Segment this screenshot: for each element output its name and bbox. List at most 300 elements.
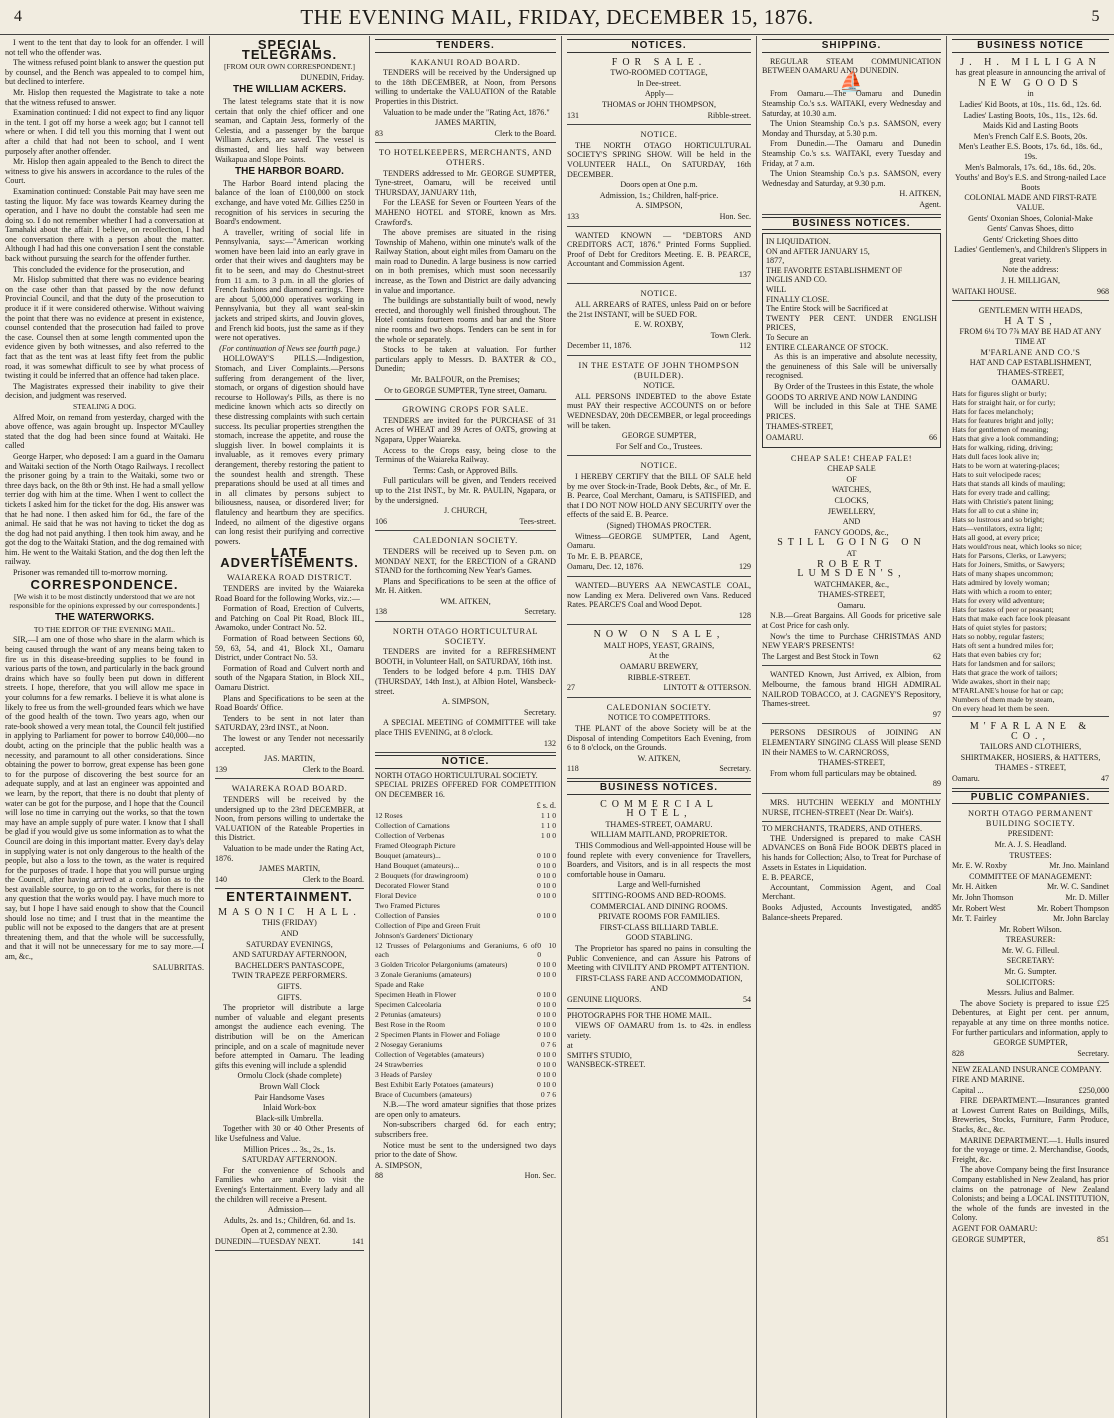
prize-value: 0 10 0 xyxy=(537,1060,556,1070)
ad-footer xyxy=(215,1237,364,1247)
ad-line: WILL xyxy=(766,285,787,295)
hat-line: Hats—ventilators, extra light; xyxy=(952,524,1043,533)
ad-signature: H. AITKEN, xyxy=(899,189,941,199)
ad-footer xyxy=(567,995,751,1005)
ad-body: Valuation to be made under the Rating Act, 1876. xyxy=(215,843,364,863)
ad-line: ROBERT LUMSDEN'S, xyxy=(797,558,906,580)
ad-signature-title: Clerk to the Board. xyxy=(494,128,556,138)
hat-line: Hats of many shapes uncommon; xyxy=(952,569,1054,578)
prize-value: 0 10 0 xyxy=(537,1050,556,1060)
ad-footer xyxy=(952,1049,1109,1059)
ad-waiareka-road-district xyxy=(215,570,364,779)
prize-label: 3 Zonale Geraniums (amateurs) xyxy=(375,970,472,980)
ad-number: 66 xyxy=(929,432,937,442)
hat-line: Hats admired by lovely woman; xyxy=(952,578,1050,587)
trustee-name: Mr. Jno. Mainland xyxy=(1049,861,1109,871)
column-6 xyxy=(947,36,1114,1418)
holloway-para: HOLLOWAY'S PILLS.—Indigestion, Stomach, and Liver Complaints.—Persons suffering from derangement of the liver, stomach, or organs of digestion should have recourse to Holloway's Pills, as there is no medicine known which acts so directly on these distressing complaints with such certain success. Its peculiar properties strengthen the stomach, increase the appetite, and rouse the sluggish liver. In bowel complaints it is invaluable, as it removes every primary derangement, thereby restoring the patient to the soundest health and strength. These preparations should be used at all times and in all climates by persons subject to biliousness, nausea, or disordered liver; for flatulency and heartburn they are specifics. Indeed, no ailment of the digestive organs can long resist their purifying and corrective powers. xyxy=(215,354,364,546)
notices-heading: NOTICES. xyxy=(567,39,751,53)
ad-number: 97 xyxy=(932,709,941,719)
ad-line: FIRST-CLASS BILLIARD TABLE. xyxy=(599,922,719,932)
ad-line: MALT HOPS, YEAST, GRAINS, xyxy=(603,640,715,650)
ad-number: 62 xyxy=(933,651,941,661)
ad-line: THAMES-STREET, OAMARU. xyxy=(605,819,713,829)
ad-body: As this is an imperative and absolute necessity, the genuineness of this Sale will be universally recognised. xyxy=(766,352,937,381)
ad-line: THE FAVORITE ESTABLISHMENT OF xyxy=(766,265,903,275)
prize-row xyxy=(375,1040,556,1049)
ad-line: STILL GOING ON xyxy=(777,537,926,549)
prize-row xyxy=(375,831,556,840)
ad-line: IN LIQUIDATION. xyxy=(766,237,831,247)
role-head: COMMITTEE OF MANAGEMENT: xyxy=(969,871,1092,881)
saturday-heading: SATURDAY AFTERNOON. xyxy=(242,1155,337,1165)
ad-caledonian-competitors xyxy=(567,700,751,779)
ad-addressee: To Mr. E. B. PEARCE, xyxy=(567,551,643,561)
prize-row xyxy=(375,841,556,850)
ad-estate xyxy=(567,358,751,456)
ad-body: ALL ARREARS of RATES, unless Paid on or before the 21st INSTANT, will be SUED FOR. xyxy=(567,300,751,319)
ad-footer xyxy=(567,341,751,351)
hat-line: Hats for gentlemen of meaning; xyxy=(952,425,1049,434)
prize-value: 0 10 0 xyxy=(537,1030,556,1040)
prize-value: 0 10 0 xyxy=(537,881,556,891)
ad-title: COMMERCIAL HOTEL, xyxy=(600,798,718,820)
ad-title: NORTH OTAGO HORTICULTURAL SOCIETY. xyxy=(392,627,539,646)
ad-number: 140 xyxy=(215,874,227,884)
hat-line: Hats to suit velocipede races; xyxy=(952,470,1041,479)
prize-label: 3 Golden Tricolor Pelargoniums (amateurs) xyxy=(375,960,508,970)
ad-body: THE NORTH OTAGO HORTICULTURAL SOCIETY'S SPRING SHOW. Will be held in the VOLUNTEER HALL, On SATURDAY, 16th DECEMBER. xyxy=(567,140,751,179)
ad-signature: J. CHURCH, xyxy=(444,506,487,516)
role-name: Mr. G. Sumpter. xyxy=(1004,967,1057,977)
ad-body: THIS Commodious and Well-appointed House will be found replete with every convenience for Travellers, Boarders, and Visitors, and is in all respects the most comfortable house in Oamaru. xyxy=(567,840,751,879)
ad-line: TWENTY PER CENT. UNDER ENGLISH PRICES, xyxy=(766,313,937,333)
ad-body: TENDERS will be received up to Seven p.m. on MONDAY NEXT, for the ERECTION of a GRAND STAND for the forthcoming New Year's Games. xyxy=(375,546,556,576)
ad-title: CHEAP SALE! CHEAP FALE! xyxy=(790,453,913,463)
ad-title: M'FARLANE AND CO.'S xyxy=(980,347,1081,357)
ad-number: 129 xyxy=(739,562,751,572)
ad-for-sale xyxy=(567,55,751,126)
ad-number: 828 xyxy=(952,1048,964,1058)
column-1 xyxy=(0,36,210,1418)
ad-body: From Oamaru.—The Oamaru and Dunedin Steamship Co.'s s.s. WAITAKI, every Wednesday and Saturday, at 10.30 a.m. xyxy=(762,89,941,118)
hat-line: Hats for every trade and calling; xyxy=(952,488,1051,497)
prize-row xyxy=(375,1020,556,1029)
prize-row xyxy=(375,1060,556,1069)
ad-title: WAIAREKA ROAD DISTRICT. xyxy=(226,573,353,583)
hat-line: Hats so nobby, regular fasters; xyxy=(952,632,1045,641)
ad-title: NORTH OTAGO HORTICULTURAL SOCIETY. xyxy=(375,770,538,780)
article-para: George Harper, who deposed: I am a guard in the Oamaru and Waitaki section of the North Otago Railways. I recollect the prisoner going by a train to the Waitaki, some two or three days back, on the 8th or 9th inst. He had a small yellow terrier dog with him at the time. When I went to collect the tickets I asked him for the ticket for the dog. His answer was that he had none. I then asked him for 6d., the fare of the animal. He said that he was not having to ticket the dog as the dog had not paid anything. I then took him away, and he got the dog to the Waitaki Station, and the dog remained with him. He went to the Waitaki Station, and the dog then left the railway. xyxy=(5,451,204,567)
committee-row xyxy=(952,882,1109,892)
hat-line: Hats with Christie's patent lining; xyxy=(952,497,1054,506)
committee-name: Mr. John Barclay xyxy=(1053,914,1109,924)
hat-line: Hats for faces melancholy; xyxy=(952,407,1034,416)
ad-body: WANTED KNOWN — "DEBTORS AND CREDITORS ACT, 1876." Printed Forms Supplied. Proof of Debt for Creditors Meeting. E. B. PEARCE, Accountant and Commission Agent. xyxy=(567,230,751,269)
ad-body: The Proprietor has spared no pains in consulting the Public Convenience, and can Assure his Patrons of Meeting with CIVILITY AND PROMPT ATTENTION. xyxy=(567,943,751,973)
telegram-source: [FROM OUR OWN CORRESPONDENT.] xyxy=(223,62,356,72)
ad-signature: A. SIMPSON, xyxy=(635,201,683,211)
ad-address: WANSBECK-STREET. xyxy=(567,1060,646,1070)
opening-time: Open at 2, commence at 2.30. xyxy=(241,1226,338,1236)
ad-title: PHOTOGRAPHS FOR THE HOME MAIL. xyxy=(567,1011,712,1021)
telegram-para: The Harbor Board intend placing the balance of the loan of £100,000 on stock exchange, and have voted Mr. Gillies £250 in recognition of his services in securing the Board's endowment. xyxy=(215,178,364,227)
ad-signature: GEORGE SUMPTER, xyxy=(621,431,697,441)
ad-waiareka-road-board xyxy=(215,781,364,889)
ad-signature: WM. AITKEN, xyxy=(440,596,491,606)
ad-body: Valuation to be made under the "Rating Act, 1876." xyxy=(383,107,550,117)
prize-value: 0 10 0 xyxy=(537,891,556,901)
ad-line: WILLIAM MAITLAND, PROPRIETOR. xyxy=(590,830,728,840)
prize-row xyxy=(375,911,556,920)
hat-line: Hats for Parsons, Clerks, or Lawyers; xyxy=(952,551,1067,560)
entertainment-heading: ENTERTAINMENT. xyxy=(226,889,353,905)
ad-mfarlane-hats xyxy=(952,303,1109,717)
ad-signature-title: Tees-street. xyxy=(519,516,556,526)
ad-signature: A. SIMPSON, xyxy=(441,697,489,707)
prize-label: Collection of Carnations xyxy=(375,821,450,831)
committee-name: Mr. T. Fairley xyxy=(952,914,997,924)
ad-line: AND xyxy=(842,517,861,527)
ad-photographs xyxy=(567,1011,751,1070)
prize-row xyxy=(375,931,556,940)
boot-item: Youths' and Boy's E.S. and Strong-nailed Lace Boots xyxy=(955,173,1106,192)
ad-line: In Dee-street. xyxy=(636,78,682,88)
ad-line: RIBBLE-STREET. xyxy=(627,672,691,682)
committee-name: Mr. W. C. Sandinet xyxy=(1046,882,1109,892)
masthead-lead: 4 xyxy=(14,8,23,25)
prize-label: Brace of Cucumbers (amateurs) xyxy=(375,1090,472,1100)
shipping-heading: SHIPPING. xyxy=(762,39,941,53)
ad-liquidation xyxy=(762,233,941,447)
prize-value: 1 0 0 xyxy=(540,831,556,841)
ad-mfarlane-tailors xyxy=(952,719,1109,789)
hat-line: Numbers of them made by steam, xyxy=(952,695,1055,704)
ad-body: Non-subscribers charged 6d. for each entry; subscribers free. xyxy=(375,1120,556,1139)
ad-line: in xyxy=(1027,89,1034,99)
ad-body: MRS. HUTCHIN WEEKLY and MONTHLY NURSE, ITCHEN-STREET (Near Dr. Wait's). xyxy=(762,797,941,817)
ad-line: FANCY GOODS, &c., xyxy=(814,527,889,537)
ad-title: NOTICE. xyxy=(640,130,678,140)
ad-footer xyxy=(215,875,364,885)
ad-number: 132 xyxy=(543,738,556,748)
boot-item: Men's Balmorals, 17s. 6d., 18s. 6d., 20s. xyxy=(965,162,1096,172)
letter-signature: SALUBRITAS. xyxy=(152,962,204,972)
ad-line: Large and Well-furnished xyxy=(617,880,701,890)
ad-hotelkeepers xyxy=(375,145,556,400)
ad-footer xyxy=(375,129,556,139)
hat-line: Hats of quiet styles for pastors; xyxy=(952,623,1047,632)
ad-body: The Union Steamship Co.'s p.s. SAMSON, every Wednesday and Saturday, at 9.30 p.m. xyxy=(762,169,941,188)
admission: Admission— xyxy=(267,1205,312,1215)
hat-line: Hats oft sent a hundred miles for; xyxy=(952,641,1054,650)
ad-footer xyxy=(952,287,1109,297)
prize-value: 0 10 0 xyxy=(537,960,556,970)
ad-body: TENDERS are invited by the Waiareka Road Board for the following Works, viz.:— xyxy=(215,584,364,603)
prize-label: Collection of Pipe and Green Fruit xyxy=(375,921,481,931)
prize-value: 0 10 0 xyxy=(537,970,556,980)
ad-line: Admission, 1s.; Children, half-price. xyxy=(599,190,719,200)
ad-body: Tenders to be sent in not later than SATURDAY, 23rd INST., at Noon. xyxy=(215,713,364,733)
ad-number: 27 xyxy=(567,683,575,693)
ad-line: PRIVATE ROOMS FOR FAMILIES. xyxy=(598,912,720,922)
gift-item: Inlaid Work-box xyxy=(262,1103,317,1113)
gift-item: Pair Handsome Vases xyxy=(254,1092,325,1102)
ad-body: Now's the time to Purchase CHRISTMAS AND NEW YEAR'S PRESENTS! xyxy=(762,631,941,651)
ad-number: 106 xyxy=(375,516,387,526)
ad-item: Formation of Road between Sections 60, 59, 63, 54, and 41, Block XI., Oamaru District, under Contract No. 53. xyxy=(215,634,364,663)
prize-row xyxy=(375,891,556,900)
role-head: TRUSTEES: xyxy=(1009,850,1052,860)
admission-prices: Adults, 2s. and 1s.; Children, 6d. and 1s. xyxy=(223,1215,356,1225)
role-head: TREASURER: xyxy=(1005,935,1056,945)
hat-line: On every head let them be seen. xyxy=(952,704,1050,713)
column-5 xyxy=(757,36,947,1418)
prize-row xyxy=(375,821,556,830)
hat-line: Hats that make each face look pleasant xyxy=(952,614,1071,623)
gift-item: Brown Wall Clock xyxy=(259,1081,320,1091)
hat-line: Hats for straight hair, or for curly; xyxy=(952,398,1056,407)
prize-label: Collection of Vegetables (amateurs) xyxy=(375,1050,484,1060)
ad-body: The above Society is prepared to issue £25 Debentures, at Eight per cent. per annum, repayable at any time on three months notice. For further particulars and information, apply to xyxy=(952,998,1109,1037)
ad-title: KAKANUI ROAD BOARD. xyxy=(410,57,521,67)
prize-value: 1 1 0 xyxy=(540,811,556,821)
ad-signature-title: Hon. Sec. xyxy=(524,1171,556,1181)
prize-value: 1 1 0 xyxy=(540,821,556,831)
hat-line: Hats for Joiners, Smiths, or Sawyers; xyxy=(952,560,1065,569)
hat-line: Hats for figures slight or burly; xyxy=(952,389,1047,398)
ad-title: CALEDONIAN SOCIETY. xyxy=(413,536,518,546)
hat-line: Hats all good, at every price; xyxy=(952,533,1040,542)
ad-line: has great pleasure in announcing the arrival of xyxy=(955,68,1106,78)
ad-number: 112 xyxy=(739,341,751,351)
ad-line: ENTIRE CLEARANCE OF STOCK. xyxy=(766,342,889,352)
ad-body: FIRE DEPARTMENT.—Insurances granted at Lowest Current Rates on Buildings, Mills, Breweries, Stocks, Furniture, Farm Produce, Stacks, &c., &c. xyxy=(952,1096,1109,1134)
ad-number: 139 xyxy=(215,764,227,774)
prize-list xyxy=(375,811,556,1099)
ad-line: THAMES-STREET, xyxy=(766,422,834,432)
ad-footer xyxy=(762,652,941,662)
ad-footer xyxy=(766,433,937,443)
prize-row xyxy=(375,1090,556,1099)
committee-name: Mr. Robert West xyxy=(952,903,1006,913)
ad-line: TAILORS AND CLOTHIERS, xyxy=(979,742,1082,752)
ad-signature-title: Secretary. xyxy=(719,764,751,774)
ad-body: The lowest or any Tender not necessarily accepted. xyxy=(215,733,364,753)
article-para: Mr. Hislop submitted that there was no evidence bearing on the case other than that passed by the now defunct Provincial Council, and that the duty of the prosecution to produce it if it were considered otherwise. Without waiving the point that there was no evidence at present in existence, counsel contended that the prosecution had failed to prove the case. Counsel then at some length commented upon the evidence given by both witnesses, and also referred to the fact that as the tent was at least fifty feet from the public road, it was somewhat difficult to see by what process of twisting it could be inferred that an offence had taken place. xyxy=(5,275,204,381)
page-columns xyxy=(0,36,1114,1418)
masthead xyxy=(0,0,1114,35)
ad-number: 851 xyxy=(1097,1234,1109,1244)
ad-line: OF xyxy=(846,474,857,484)
ad-footer xyxy=(375,517,556,527)
ad-line: SHIRTMAKER, HOSIERS, & HATTERS, xyxy=(960,752,1101,762)
capital-label: Capital ... xyxy=(952,1085,984,1095)
ad-body: TENDERS addressed to Mr. GEORGE SUMPTER, Tyne-street, Oamaru, will be received until THURSDAY, JANUARY 11th, xyxy=(375,168,556,197)
hat-line: Hats would'rous neat, which looks so nice; xyxy=(952,542,1082,551)
ad-signature: GEORGE SUMPTER, xyxy=(993,1038,1068,1048)
boot-item: Ladies' Gentlemen's, and Children's Slippers in great variety. xyxy=(954,245,1107,264)
ad-signature: JAS. MARTIN, xyxy=(263,754,315,764)
capital-value: £250,000 xyxy=(1078,1085,1109,1095)
ad-number: 83 xyxy=(375,128,383,138)
prize-label: Specimen Heath in Flower xyxy=(375,990,457,1000)
business-notice-heading: BUSINESS NOTICE xyxy=(952,39,1109,53)
role-head: SOLICITORS: xyxy=(1006,977,1055,987)
waterworks-title: THE WATERWORKS. xyxy=(54,612,155,624)
prize-row xyxy=(375,980,556,989)
prize-label: Decorated Flower Stand xyxy=(375,881,449,891)
prize-label: Hand Bouquet (amateurs)... xyxy=(375,861,460,871)
committee-row xyxy=(952,904,1109,914)
ad-line: CLOCKS, xyxy=(834,495,869,505)
ad-line: The Entire Stock will be Sacrificed at xyxy=(766,304,888,314)
ad-title: IN THE ESTATE OF JOHN THOMPSON (BUILDER). xyxy=(578,361,740,380)
boot-item: Gents' Canvas Shoes, ditto xyxy=(987,224,1074,234)
ad-body: THE Undersigned is prepared to make CASH ADVANCES on Bonâ Fide BOOK DEBTS placed in his hands for Collection; Also, to Treat for Purchase of Assets in Estates in Liquidation. xyxy=(762,833,941,872)
committee-row xyxy=(952,914,1109,924)
prize-row xyxy=(375,1010,556,1019)
ad-date: Oamaru, Dec. 12, 1876. xyxy=(567,562,644,572)
ad-title: MASONIC HALL. xyxy=(218,906,361,918)
ad-footer xyxy=(567,683,751,693)
committee-row xyxy=(952,893,1109,903)
hat-line: Hats for every wild adventure; xyxy=(952,596,1045,605)
ad-footer xyxy=(567,562,751,572)
article-para: Examination continued: Constable Pait may have seen me tasting the liquor. My face was towards Kearney during the operation, and I have no doubt the constable had seen me doing so. I do not remember whether I had a conversation at Tamahaki about the affair. I believe, on recollection, I had one conversation there with a person about the matter. Although I had had this one conversation I sent the constable back without pursuing the search for the offender further. xyxy=(5,186,204,264)
ad-number: 89 xyxy=(932,779,941,789)
ad-line: AT xyxy=(846,548,857,558)
ad-body: TENDERS will be received by the undersigned up to the 23rd DECEMBER, at Noon, from persons willing to undertake the VALUATION of the Rateable Properties in this District. xyxy=(215,794,364,843)
prize-value: 0 10 0 xyxy=(537,990,556,1000)
prize-label: Best Exhibit Early Potatoes (amateurs) xyxy=(375,1080,494,1090)
ad-body: Notice must be sent to the undersigned two days prior to the date of Show. xyxy=(375,1140,556,1160)
boot-item: Ladies' Lasting Boots, 10s., 11s., 12s. 6d. xyxy=(963,110,1098,120)
ad-signature-title: For Self and Co., Trustees. xyxy=(615,441,703,451)
prices: Million Prices ... 3s., 2s., 1s. xyxy=(243,1144,336,1154)
ad-line: JEWELLERY, xyxy=(827,506,876,516)
ad-footer xyxy=(375,1171,556,1181)
prize-row xyxy=(375,1080,556,1089)
boot-item: Gents' Oxonian Shoes, Colonial-Make xyxy=(968,213,1093,223)
ad-brewery xyxy=(567,627,751,698)
ad-title: TO HOTELKEEPERS, MERCHANTS, AND OTHERS. xyxy=(378,148,553,167)
prize-row xyxy=(375,811,556,820)
ad-line: AND xyxy=(650,984,668,994)
committee-name: Mr. H. Aitken xyxy=(952,882,997,892)
ad-line: FINALLY CLOSE. xyxy=(766,294,830,304)
hat-line: Hats for features bright and jolly; xyxy=(952,416,1054,425)
role-name: Mr. W. G. Filleul. xyxy=(1001,945,1060,955)
prize-label: Two Framed Pictures xyxy=(375,901,440,911)
ad-body: TENDERS will be received by the Undersigned up to the 18th DECEMBER, at Noon, from Persons willing to undertake the VALUATION of the Ratable Properties in this District. xyxy=(375,68,556,106)
prize-value: 0 7 6 xyxy=(540,1040,556,1050)
ad-line: GIFTS. xyxy=(277,982,302,992)
ad-line: ON and AFTER JANUARY 15, xyxy=(766,246,870,256)
hat-line: Hats that stands all kinds of mauling; xyxy=(952,479,1066,488)
ad-line: FIRST-CLASS FARE AND ACCOMMODATION, xyxy=(575,973,743,983)
ad-body: Tenders to be lodged before 4 p.m. THIS DAY (THURSDAY, 14th Inst.), at Albion Hotel, Wansbeck-street. xyxy=(375,667,556,696)
prize-row xyxy=(375,901,556,910)
ad-body: A SPECIAL MEETING of COMMITTEE will take place THIS EVENING, at 8 o'clock. xyxy=(375,718,556,737)
ad-line: Doors open at One p.m. xyxy=(620,180,698,190)
ad-body: N.B.—The word amateur signifies that those prizes are open only to amateurs. xyxy=(375,1100,556,1119)
ad-title: NOW ON SALE, xyxy=(593,629,725,641)
prize-label: Collection of Verbenas xyxy=(375,831,445,841)
ad-line: SATURDAY EVENINGS, xyxy=(246,939,333,949)
ad-body: N.B.—Great Bargains. All Goods for pricetive sale at Cost Price for cash only. xyxy=(762,611,941,631)
ad-footer xyxy=(375,607,556,617)
ad-signature-title: Agent. xyxy=(919,199,941,209)
ad-line: TWO-ROOMED COTTAGE, xyxy=(610,68,708,78)
ad-line: Books Adjusted, Accounts Investigated, and Balance-sheets Prepared. xyxy=(762,902,933,922)
ad-rates xyxy=(567,286,751,356)
boot-item: COLONIAL MADE AND FIRST-RATE VALUE. xyxy=(964,193,1097,212)
ad-line: CHEAP SALE xyxy=(827,464,876,474)
dunedin-notice: DUNEDIN—TUESDAY NEXT. xyxy=(215,1236,321,1246)
notice-heading: NOTICE. xyxy=(375,755,556,769)
ad-body: WANTED—BUYERS AA NEWCASTLE COAL, now Landing ex Mera. Delivered own Vans. Reduced Rates. PEARCE'S Coal and Wood Depot. xyxy=(567,580,751,610)
ad-line: OAMARU BREWERY, xyxy=(619,662,699,672)
prize-label: 3 Heads of Parsley xyxy=(375,1070,433,1080)
article-para: I went to the tent that day to look for an offender. I will not tell who the offender was. xyxy=(5,38,204,57)
prize-row xyxy=(375,990,556,999)
trustee-row xyxy=(952,861,1109,871)
article-para: Mr. Hislop then requested the Magistrate to take a note that the witness refused to answer. xyxy=(5,87,204,107)
role-head: SECRETARY: xyxy=(1006,956,1055,966)
boot-item: Men's French Calf E.S. Boots, 20s. xyxy=(973,131,1088,141)
role-name: Mr. A. J. S. Headland. xyxy=(994,839,1067,849)
ad-body: By Order of the Trustees in this Estate, the whole xyxy=(774,382,934,391)
ad-witness: Witness—GEORGE SUMPTER, Land Agent, Oamaru. xyxy=(567,531,751,551)
correspondence-note: [We wish it to be most distinctly understood that we are not responsible for the opinions expressed by our correspondents.] xyxy=(9,592,200,611)
ad-body: Plans and Specifications to be seen at the office of Mr. H. Aitken. xyxy=(375,576,556,596)
ad-body: For the LEASE for Seven or Fourteen Years of the MAHENO HOTEL and STORE, known as Mrs. Crawford's. xyxy=(375,198,556,227)
committee-name: Mr. John Thomson xyxy=(952,892,1014,902)
ad-line: Apply— xyxy=(644,89,674,99)
article-para: This concluded the evidence for the prosecution, and xyxy=(13,264,185,274)
article-para: Alfred Moir, on remand from yesterday, charged with the above offence, was again brought up. Inspector M'Caulley stated that the dog had been since found at Waitaki. He called xyxy=(5,412,204,451)
newspaper-title: THE EVENING MAIL, FRIDAY, DECEMBER 15, 1876. xyxy=(300,4,814,29)
ad-signature-title: Hon. Sec. xyxy=(719,211,751,221)
ad-town: OAMARU. xyxy=(766,432,804,442)
ad-number: 128 xyxy=(738,610,751,620)
ad-footer xyxy=(567,111,751,121)
ad-subtitle: NOTICE. xyxy=(643,381,675,391)
ad-body: PERSONS DESIROUS of JOINING AN ELEMENTARY SINGING CLASS Will please SEND IN their NAMES to W. CARNCROSS, xyxy=(762,728,941,757)
hat-line: Hats for all to cut a shine in; xyxy=(952,506,1039,515)
ad-number: 47 xyxy=(1101,773,1109,783)
prize-row xyxy=(375,861,556,870)
prize-row xyxy=(375,1070,556,1079)
hat-line: Hats so lustrous and so bright; xyxy=(952,515,1045,524)
ad-signature-title: Secretary. xyxy=(523,707,556,717)
ad-line: To Secure an xyxy=(766,333,809,343)
prize-value: 0 10 0 xyxy=(537,861,556,871)
capital-row xyxy=(952,1086,1109,1096)
public-companies-heading: PUBLIC COMPANIES. xyxy=(952,791,1109,805)
ad-line: FROM 6¼ TO 7⅞ MAY BE HAD AT ANY TIME AT xyxy=(959,327,1102,347)
ad-commercial-hotel xyxy=(567,797,751,1010)
ad-building-society xyxy=(952,806,1109,1063)
ad-line: THAMES - STREET, xyxy=(994,763,1067,773)
column-3 xyxy=(370,36,562,1418)
hat-line: Wide awakes, short in their nap; xyxy=(952,677,1050,686)
ad-bill-of-sale xyxy=(567,458,751,577)
prize-value: 0 10 0 xyxy=(537,1080,556,1090)
ad-line: The Largest and Best Stock in Town xyxy=(762,651,879,661)
prize-value: 0 10 0 xyxy=(537,1070,556,1080)
